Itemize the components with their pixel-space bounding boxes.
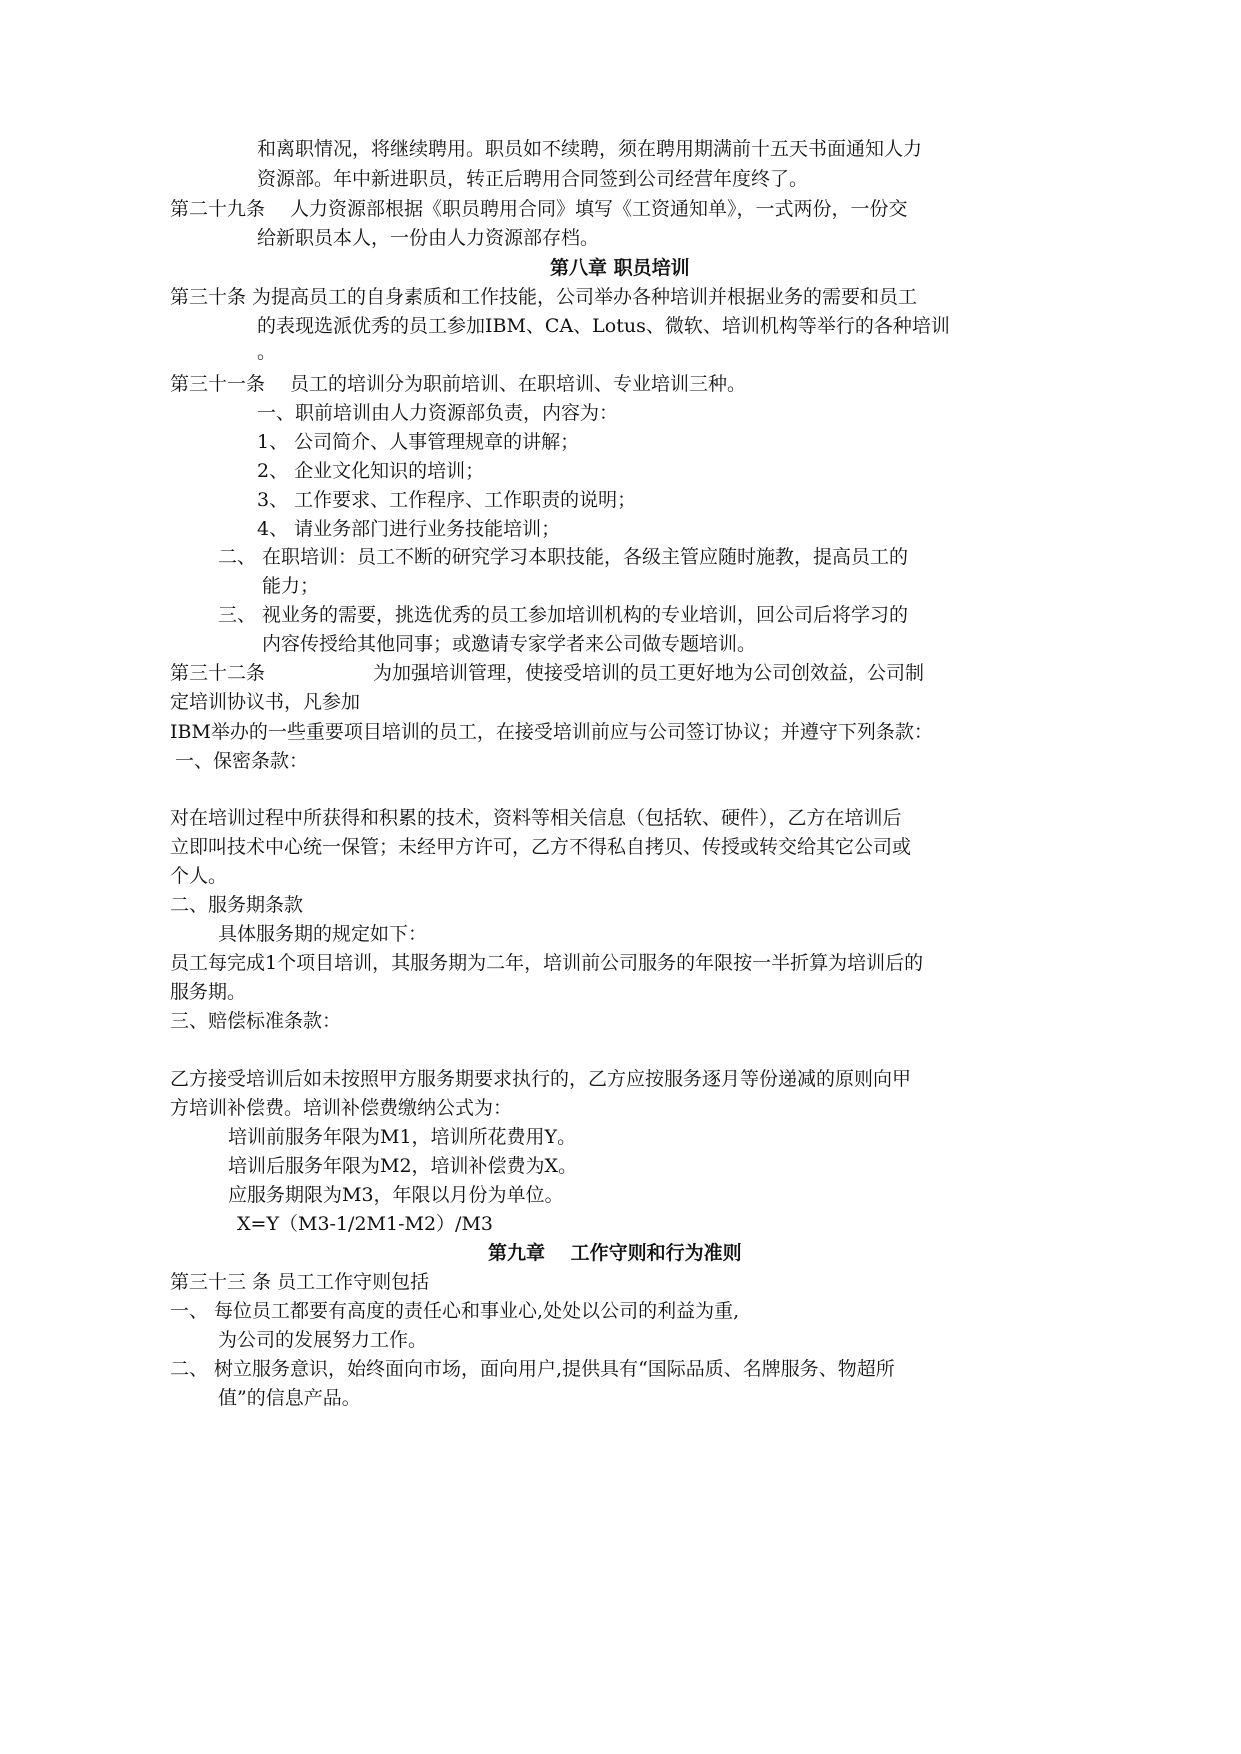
chapter-8-title: 第八章 职员培训 [550,257,690,279]
text-line: 员工每完成1个项目培训，其服务期为二年，培训前公司服务的年限按一半折算为培训后的 [170,952,924,974]
text-line: 培训后服务年限为M2，培训补偿费为X。 [228,1155,578,1177]
text-line: 资源部。年中新进职员，转正后聘用合同签到公司经营年度终了。 [257,168,809,190]
text-line: 对在培训过程中所获得和积累的技术，资料等相关信息（包括软、硬件），乙方在培训后 [170,807,902,829]
list-item: 2、 企业文化知识的培训； [257,460,485,482]
chapter-9-title: 第九章 工作守则和行为准则 [488,1242,742,1264]
text-line: 给新职员本人，一份由人力资源部存档。 [257,227,600,249]
text-line: 。 [257,341,277,363]
list-item: 二、 树立服务意识，始终面向市场，面向用户,提供具有“国际品质、名牌服务、物超所 [170,1358,895,1380]
text-line: 个人。 [170,865,228,887]
list-item: 一、 每位员工都要有高度的责任心和事业心,处处以公司的利益为重, [170,1300,740,1322]
text-line: 服务期。 [170,981,247,1003]
text-line: 第三十二条 [170,662,266,684]
text-line: 第三十一条 员工的培训分为职前培训、在职培训、专业培训三种。 [170,373,747,395]
text-line: 乙方接受培训后如未按照甲方服务期要求执行的，乙方应按服务逐月等份递减的原则向甲 [170,1068,912,1090]
text-line: 的表现选派优秀的员工参加IBM、CA、Lotus、微软、培训机构等举行的各种培训 [257,315,950,337]
text-line: 第二十九条 人力资源部根据《职员聘用合同》填写《工资通知单》，一式两份，一份交 [170,198,908,220]
section-heading: 二、服务期条款 [170,894,304,916]
list-item: 4、 请业务部门进行业务技能培训； [257,518,561,540]
text-line: 内容传授给其他同事；或邀请专家学者来公司做专题培训。 [262,633,757,655]
text-line: 一、职前培训由人力资源部负责，内容为： [257,402,619,424]
text-line: 方培训补偿费。培训补偿费缴纳公式为： [170,1097,513,1119]
list-item: 三、 视业务的需要，挑选优秀的员工参加培训机构的专业培训，回公司后将学习的 [218,604,909,626]
text-line: 定培训协议书，凡参加 [170,691,361,713]
section-heading: 一、保密条款： [175,750,309,772]
text-line: 能力； [262,575,320,597]
formula: X=Y（M3-1/2M1-M2）/M3 [237,1213,493,1235]
text-line: 培训前服务年限为M1，培训所花费用Y。 [228,1126,577,1148]
text-line: 值”的信息产品。 [218,1387,361,1409]
section-heading: 三、赔偿标准条款： [170,1010,342,1032]
text-line: 立即叫技术中心统一保管；未经甲方许可，乙方不得私自拷贝、传授或转交给其它公司或 [170,836,912,858]
text-line: 为公司的发展努力工作。 [218,1329,428,1351]
text-line: 第三十三 条 员工工作守则包括 [170,1271,430,1293]
text-line: 应服务期限为M3，年限以月份为单位。 [228,1184,564,1206]
text-line: 具体服务期的规定如下： [218,923,428,945]
text-line: IBM举办的一些重要项目培训的员工，在接受培训前应与公司签订协议；并遵守下列条款： [170,721,933,743]
list-item: 二、 在职培训：员工不断的研究学习本职技能，各级主管应随时施教，提高员工的 [218,546,909,568]
text-line: 为加强培训管理，使接受培训的员工更好地为公司创效益，公司制 [373,662,925,684]
list-item: 1、 公司简介、人事管理规章的讲解； [257,431,580,453]
text-line: 和离职情况，将继续聘用。职员如不续聘，须在聘用期满前十五天书面通知人力 [257,138,923,160]
list-item: 3、 工作要求、工作程序、工作职责的说明； [257,489,637,511]
text-line: 第三十条 为提高员工的自身素质和工作技能，公司举办各种培训并根据业务的需要和员工 [170,286,918,308]
